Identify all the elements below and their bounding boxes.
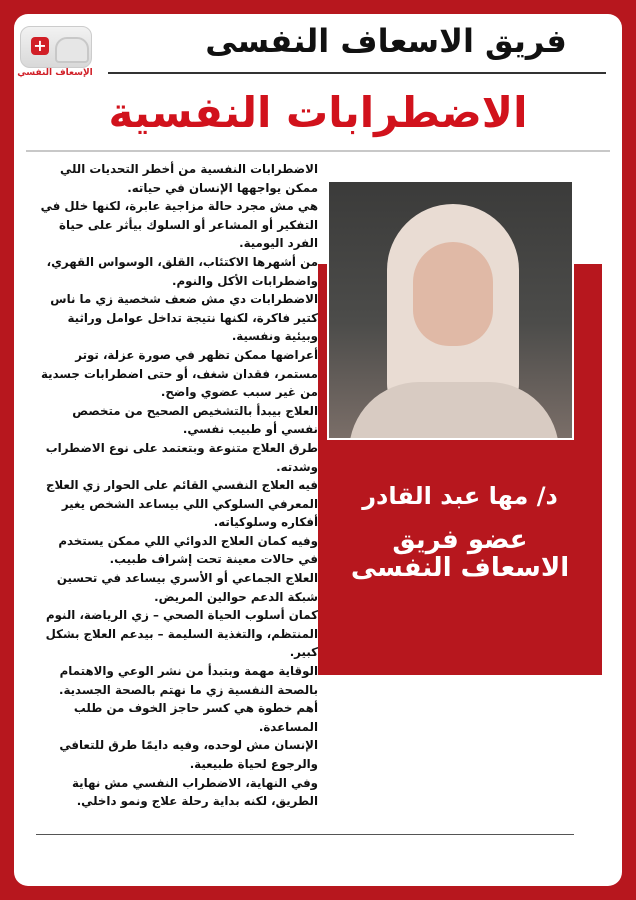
article-paragraph: هي مش مجرد حالة مزاجية عابرة، لكنها خلل في التفكير أو المشاعر أو السلوك بيأثر على حياة الفرد اليومية.: [40, 199, 318, 251]
article-paragraph: الإنسان مش لوحده، وفيه دايمًا طرق للتعافي والرجوع لحياة طبيعية.: [59, 738, 318, 771]
article-paragraph: العلاج الجماعي أو الأسري بيساعد في تحسين شبكة الدعم حوالين المريض.: [56, 571, 318, 604]
author-name: د/ مها عبد القادر: [362, 482, 558, 510]
article-paragraph: وفيه كمان العلاج الدوائي اللي ممكن يستخدم في حالات معينة تحت إشراف طبيب.: [58, 533, 318, 567]
photo-shoulder-shape: [349, 382, 559, 440]
team-title: فريق الاسعاف النفسى: [205, 22, 567, 60]
medical-cross-icon: +: [31, 37, 49, 55]
header-divider: [26, 150, 610, 152]
article-paragraph: الاضطرابات دي مش ضعف شخصية زي ما ناس كتير فاكرة، لكنها نتيجة تداخل عوامل وراثية وبيئية ونفسية.: [50, 292, 318, 344]
article-paragraph: أهم خطوة هي كسر حاجز الخوف من طلب المساعدة.: [73, 701, 318, 734]
article-paragraph: العلاج بيبدأ بالتشخيص الصحيح من متخصص نفسي أو طبيب نفسي.: [72, 403, 318, 437]
article-paragraph: من أشهرها الاكتئاب، القلق، الوسواس القهري، واضطرابات الأكل والنوم.: [46, 254, 318, 288]
logo-text: الإسعاف النفسي: [17, 68, 93, 78]
author-role: [318, 526, 602, 582]
article-paragraph: فيه العلاج النفسي القائم على الحوار زي العلاج المعرفي السلوكي اللي بيساعد الشخص يغير أفكاره وسلوكياته.: [45, 478, 318, 530]
ambulance-icon: [55, 37, 89, 63]
article-body: [36, 160, 318, 811]
page-title: الاضطرابات النفسية: [108, 88, 528, 137]
author-photo: [327, 180, 574, 440]
article-paragraph: وفي النهاية، الاضطراب النفسي مش نهاية الطريق، لكنه بداية رحلة علاج ونمو داخلي.: [72, 775, 318, 809]
logo-badge: [20, 26, 92, 68]
article-paragraph: طرق العلاج متنوعة وبتعتمد على نوع الاضطراب وشدته.: [45, 440, 318, 474]
footer-divider: [36, 834, 574, 835]
photo-face-shape: [413, 242, 493, 346]
team-logo: [14, 22, 96, 82]
article-paragraph: كمان أسلوب الحياة الصحي – زي الرياضة، النوم المنتظم، والتغذية السليمة – بيدعم العلاج بشكل كبير.: [45, 608, 318, 660]
author-role-line2: الاسعاف النفسى: [350, 553, 570, 583]
article-paragraph: أعراضها ممكن تظهر في صورة عزلة، توتر مستمر، فقدان شغف، أو حتى اضطرابات جسدية من غير سبب عضوي واضح.: [41, 347, 318, 400]
article-paragraph: الوقاية مهمة وبتبدأ من نشر الوعي والاهتمام بالصحة النفسية زي ما نهتم بالصحة الجسدية.: [58, 664, 318, 697]
article-paragraph: الاضطرابات النفسية من أخطر التحديات اللي ممكن يواجهها الإنسان في حياته.: [60, 162, 318, 195]
title-divider: [108, 72, 606, 74]
author-role-line1: عضو فريق: [392, 525, 528, 555]
